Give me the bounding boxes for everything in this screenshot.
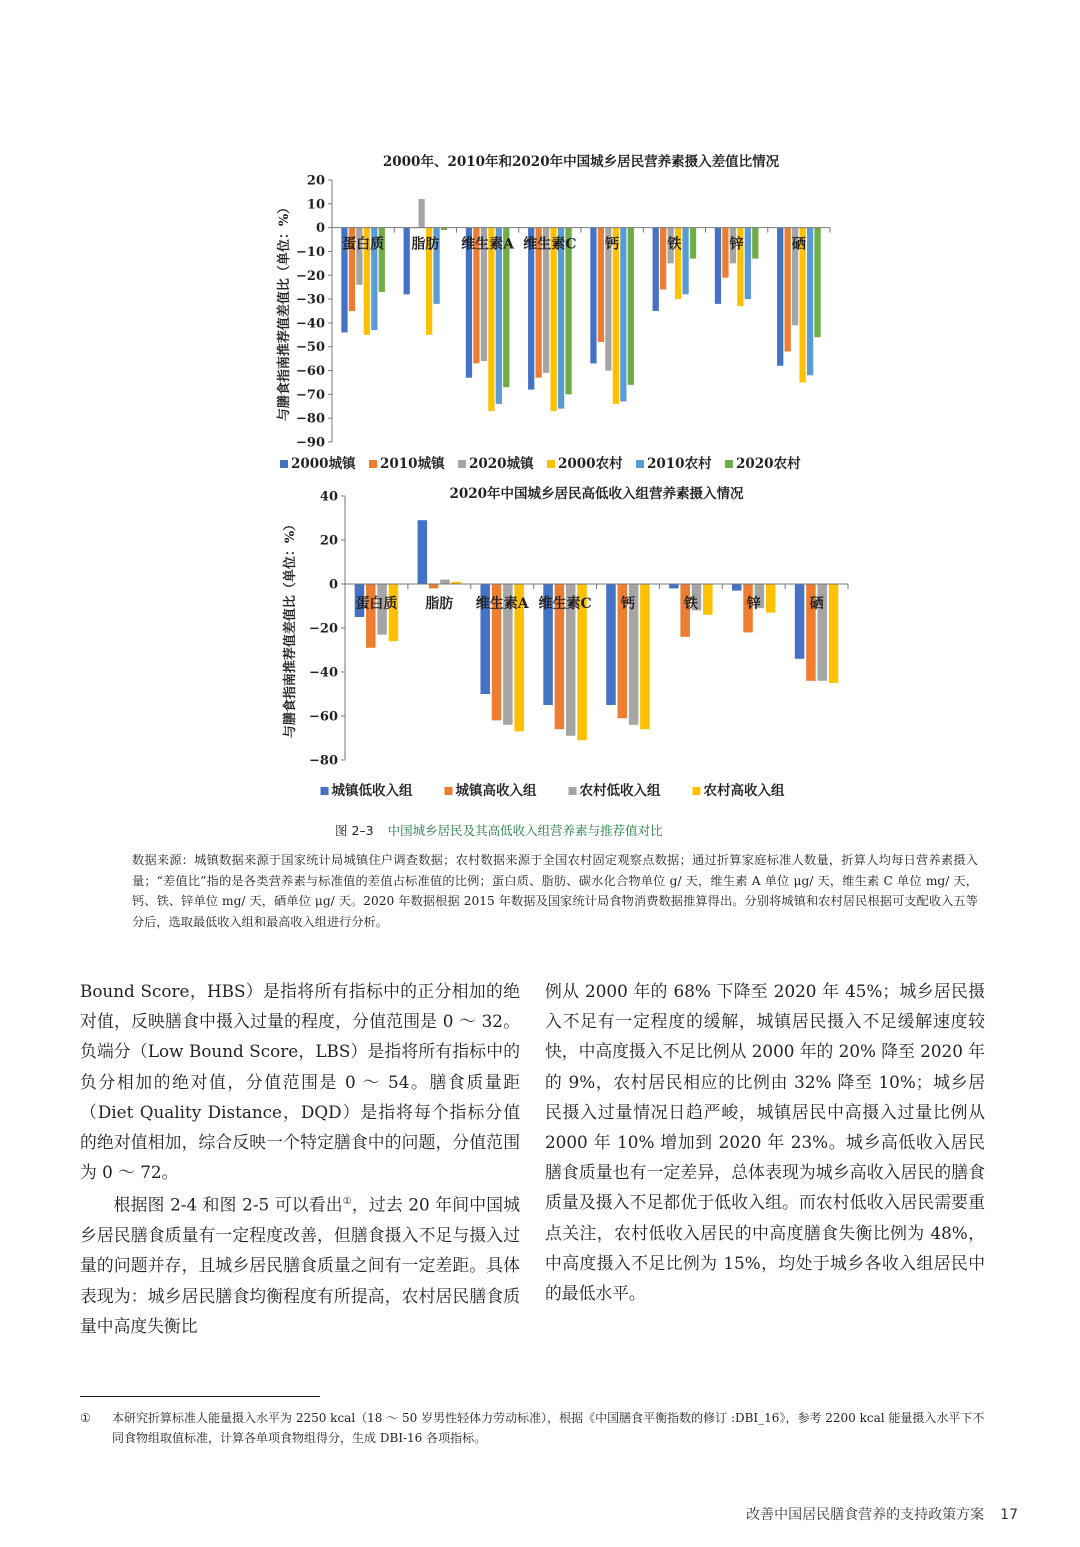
bar — [366, 584, 376, 648]
paragraph — [80, 1187, 520, 1341]
chart-title: 2000年、2010年和2020年中国城乡居民营养素摄入差值比情况 — [382, 154, 780, 170]
legend-label: 城镇低收入组 — [331, 783, 413, 799]
figure-title: 中国城乡居民及其高低收入组营养素与推荐值对比 — [387, 823, 663, 838]
category-label: 维生素C — [523, 236, 577, 253]
paragraph: Bound Score，HBS）是指将所有指标中的正分相加的绝对值，反映膳食中摄入过量的程度，分值范围是 0 ～ 32。负端分（Low Bound Score，LBS）是指将所有指标中的负分相加的绝对值，分值范围是 0 ～ 54。膳食质量距（Diet Quality Distance，DQD）是指将每个指标分值的绝对值相加，综合反映一个特定膳食中的问题，分值范围为 0 ～ 72。 — [80, 981, 520, 1183]
footnote-ref[interactable]: ① — [342, 1196, 352, 1208]
legend-label: 城镇高收入组 — [455, 783, 537, 799]
y-tick-label: 20 — [319, 533, 338, 549]
bar — [496, 228, 502, 404]
y-tick-label: 40 — [319, 489, 338, 505]
legend-swatch — [636, 460, 644, 468]
body-column-right — [545, 976, 985, 1308]
bar — [785, 228, 791, 352]
y-tick-label: 0 — [328, 577, 338, 593]
y-tick-label: −60 — [309, 709, 338, 725]
bar — [488, 228, 494, 411]
figure-caption — [335, 821, 663, 839]
chart-1-svg — [270, 140, 850, 480]
y-tick-label: −40 — [296, 316, 325, 332]
bar — [829, 584, 839, 683]
category-label: 蛋白质 — [342, 236, 385, 253]
bar — [682, 228, 688, 295]
bar — [429, 584, 439, 588]
figure-source-note: 数据来源：城镇数据来源于国家统计局城镇住户调查数据；农村数据来源于全国农村固定观察点数据；通过折算家庭标准人数量，折算人均每日营养素摄入量；“差值比”指的是各类营养素与标准值的差值占标准值的比例；蛋白质、脂肪、碳水化合物单位 g/ 天，维生素 A 单位 μg/ 天，维生素 C 单位 mg/ 天，钙、铁、锌单位 mg/ 天，硒单位 μg/ 天。2020 年数据根据 2015 年数据及国家统计局食物消费数据推算得出。分别将城镇和农村居民根据可支配收入五等分后，选取最低收入组和最高收入组进行分析。 — [132, 853, 978, 929]
legend-swatch — [458, 460, 466, 468]
y-tick-label: −20 — [296, 268, 325, 284]
bar — [807, 228, 813, 376]
bar — [620, 228, 626, 402]
y-tick-label: 0 — [315, 221, 325, 237]
y-tick-label: −90 — [296, 435, 325, 451]
bar — [419, 199, 425, 228]
running-head — [746, 1504, 1018, 1524]
legend-swatch — [369, 460, 377, 468]
bar — [389, 584, 399, 641]
bar — [660, 228, 666, 290]
category-label: 锌 — [729, 236, 744, 253]
legend-label: 2020城镇 — [469, 456, 534, 472]
legend-label: 2010城镇 — [380, 456, 445, 472]
legend-label: 2010农村 — [647, 456, 712, 472]
footnote — [80, 1408, 985, 1448]
category-label: 维生素A — [461, 236, 515, 253]
bar — [418, 520, 428, 584]
chart-income-groups-2020 — [270, 476, 850, 810]
category-label: 维生素A — [475, 596, 529, 612]
y-tick-label: −20 — [309, 621, 338, 637]
bar — [640, 584, 650, 729]
y-tick-label: −10 — [296, 244, 325, 260]
bar — [558, 228, 564, 409]
body-column-left — [80, 976, 520, 1341]
legend-label: 2020农村 — [736, 456, 801, 472]
category-label: 脂肪 — [425, 596, 454, 612]
paragraph-text: ，过去 20 年间中国城乡居民膳食质量有一定程度改善，但膳食摄入不足与摄入过量的问题并存，且城乡居民膳食质量之间有一定差距。具体表现为：城乡居民膳食均衡程度有所提高，农村居民膳食质量中高度失衡比 — [80, 1195, 520, 1336]
legend-swatch — [445, 787, 453, 795]
y-tick-label: −80 — [296, 411, 325, 427]
chart-2-svg — [270, 476, 850, 810]
legend-swatch — [547, 460, 555, 468]
footnote-mark: ① — [80, 1411, 91, 1425]
bar — [745, 228, 751, 299]
figure-number: 图 2–3 — [335, 823, 374, 838]
legend-swatch — [693, 787, 701, 795]
category-label: 硒 — [809, 596, 824, 612]
y-tick-label: −60 — [296, 364, 325, 380]
y-tick-label: 20 — [306, 173, 325, 189]
y-tick-label: −30 — [296, 292, 325, 308]
bar — [777, 228, 783, 366]
bar — [690, 228, 696, 259]
bar — [732, 584, 742, 591]
category-label: 脂肪 — [411, 236, 440, 253]
category-label: 钙 — [605, 236, 620, 253]
y-tick-label: −40 — [309, 665, 338, 681]
legend-label: 农村低收入组 — [579, 783, 661, 799]
bar — [795, 584, 805, 659]
bar — [703, 584, 713, 615]
book-title: 改善中国居民膳食营养的支持政策方案 — [746, 1507, 985, 1523]
legend-swatch — [321, 787, 329, 795]
category-label: 铁 — [683, 596, 698, 612]
category-label: 蛋白质 — [355, 596, 398, 612]
footnote-text: 本研究折算标准人能量摄入水平为 2250 kcal（18 ～ 50 岁男性轻体力劳动标准），根据《中国膳食平衡指数的修订 :DBI_16》，参考 2200 kcal 能量摄入水平下不同食物组取值标准，计算各单项食物组得分，生成 DBI-16 各项指标。 — [112, 1411, 985, 1445]
chart-title: 2020年中国城乡居民高低收入组营养素摄入情况 — [449, 486, 744, 502]
legend-swatch — [569, 787, 577, 795]
legend-label: 农村高收入组 — [703, 783, 785, 799]
bar — [715, 228, 721, 304]
y-tick-label: −50 — [296, 340, 325, 356]
bar — [669, 584, 679, 588]
bar — [404, 228, 410, 295]
bar — [722, 228, 728, 278]
bar — [766, 584, 776, 613]
legend-swatch — [725, 460, 733, 468]
bar — [598, 228, 604, 342]
bar — [814, 228, 820, 338]
y-axis-label: 与膳食指南推荐值差值比（单位：%） — [283, 517, 298, 739]
category-label: 维生素C — [538, 596, 592, 612]
footnote-divider — [80, 1396, 320, 1397]
paragraph-text: 根据图 2-4 和图 2-5 可以看出 — [113, 1195, 343, 1216]
bar — [628, 228, 634, 385]
legend-label: 2000农村 — [558, 456, 623, 472]
paragraph: 例从 2000 年的 68% 下降至 2020 年 45%；城乡居民摄入不足有一定程度的缓解，城镇居民摄入不足缓解速度较快，中高度摄入不足比例从 2000 年的 20% 降至 2020 年的 9%，农村居民相应的比例由 32% 降至 10%；城乡居民摄入过量情况日趋严峻，城镇居民中高摄入过量比例从 2000 年 10% 增加到 2020 年 23%。城乡高低收入居民膳食质量也有一定差异，总体表现为城乡高收入居民的膳食质量及摄入不足都优于低收入组。而农村低收入居民需要重点关注，农村低收入居民的中高度膳食失衡比例为 48%，中高度摄入不足比例为 15%，均处于城乡各收入组居民中的最低水平。 — [545, 981, 986, 1304]
bar — [752, 228, 758, 259]
bar — [590, 228, 596, 364]
category-label: 铁 — [667, 236, 682, 253]
y-tick-label: −80 — [309, 753, 338, 769]
legend-label: 2000城镇 — [291, 456, 356, 472]
y-axis-label: 与膳食指南推荐值差值比（单位：%） — [277, 200, 292, 422]
page-number: 17 — [1000, 1507, 1018, 1523]
bar — [613, 228, 619, 404]
bar — [550, 228, 556, 411]
bar — [565, 228, 571, 395]
category-label: 锌 — [746, 596, 761, 612]
y-tick-label: 10 — [306, 197, 325, 213]
bar — [606, 584, 616, 705]
bar — [653, 228, 659, 311]
chart-nutrient-gap-2000-2020 — [270, 140, 850, 480]
category-label: 钙 — [620, 596, 635, 612]
legend-swatch — [280, 460, 288, 468]
y-tick-label: −70 — [296, 387, 325, 403]
bar — [440, 580, 450, 584]
category-label: 硒 — [791, 236, 806, 253]
